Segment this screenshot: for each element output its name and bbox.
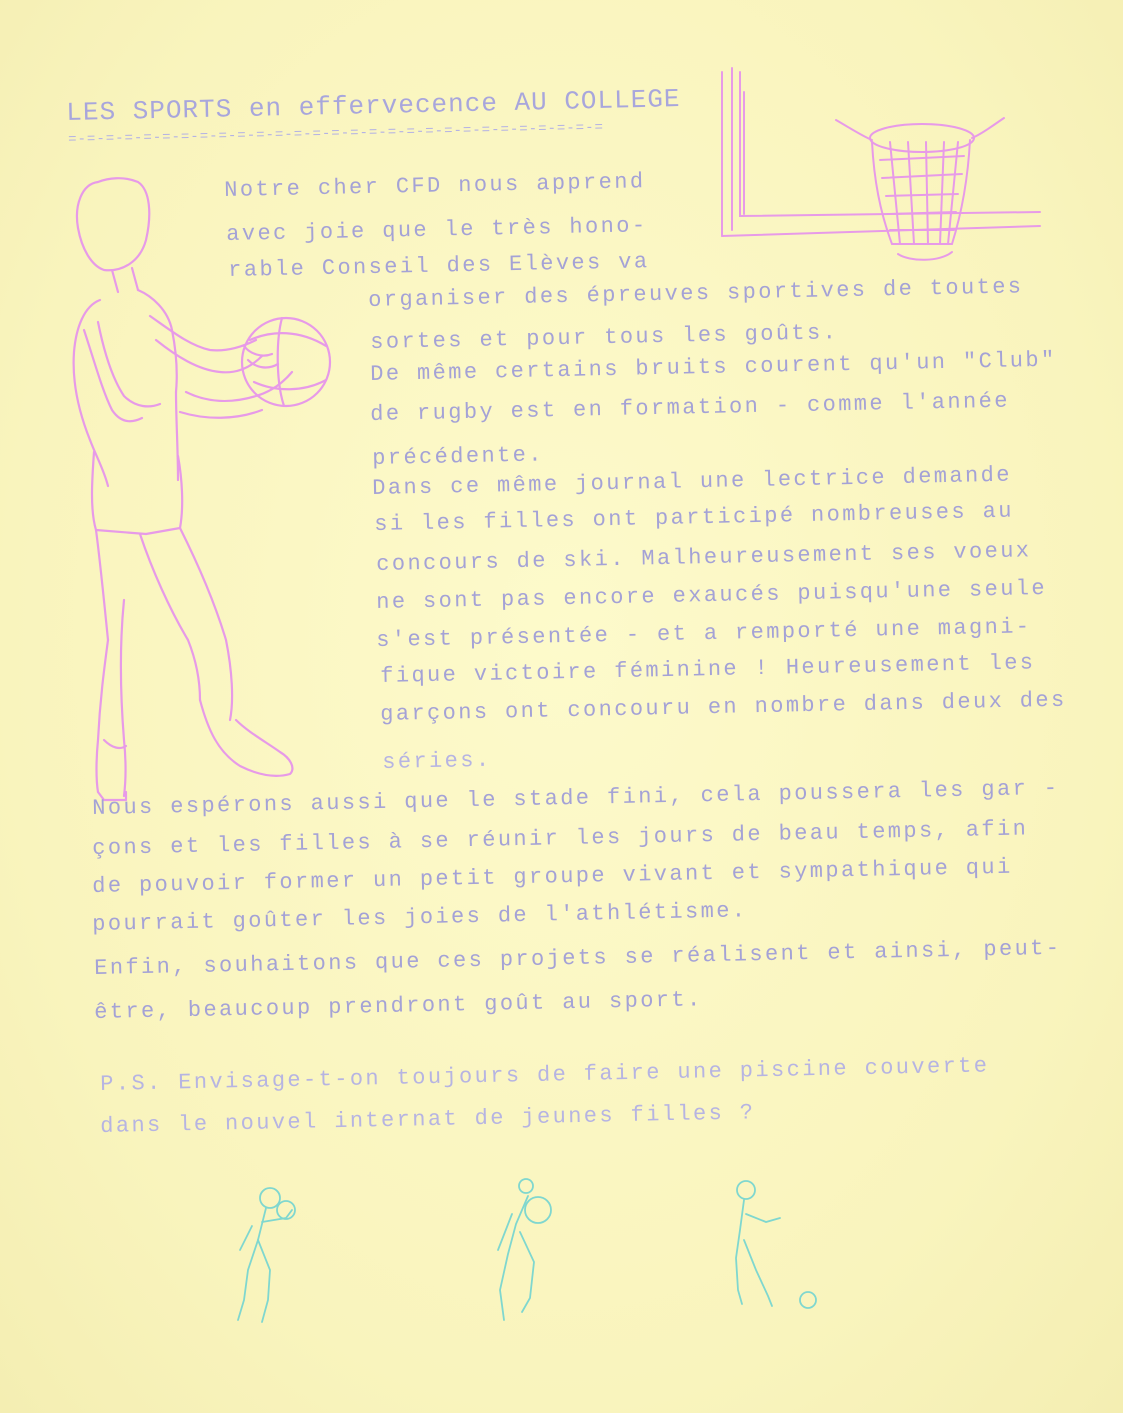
text-line: P.S. Envisage-t-on toujours de faire une piscine couverte	[100, 1053, 990, 1097]
text-line: sortes et pour tous les goûts.	[370, 320, 839, 355]
text-line: Dans ce même journal une lectrice demande	[372, 462, 1013, 501]
text-line: de rugby est en formation - comme l'année	[370, 388, 1011, 427]
text-line: pourrait goûter les joies de l'athlétisme.	[92, 898, 748, 937]
text-line: rable Conseil des Elèves va	[228, 249, 650, 283]
text-line: Notre cher CFD nous apprend	[224, 169, 646, 203]
article-title: LES SPORTS en effervecence AU COLLEGE	[66, 84, 681, 128]
small-player-3	[736, 1181, 816, 1308]
text-line: dans le nouvel internat de jeunes filles ?	[100, 1100, 756, 1139]
text-line: ne sont pas encore exaucés puisqu'une seule	[376, 575, 1048, 615]
text-line: concours de ski. Malheureusement ses voeux	[376, 538, 1032, 577]
text-line: garçons ont concouru en nombre dans deux des	[380, 687, 1067, 727]
text-line: s'est présentée - et a remporté une magni-	[376, 614, 1032, 653]
text-line: Nous espérons aussi que le stade fini, cela poussera les gar -	[92, 775, 1060, 821]
small-player-1	[238, 1188, 295, 1322]
text-line: De même certains bruits courent qu'un "Club"	[370, 347, 1057, 387]
text-line: çons et les filles à se réunir les jours de beau temps, afin	[92, 816, 1029, 861]
text-line: de pouvoir former un petit groupe vivant et sympathique qui	[92, 854, 1013, 899]
text-line: avec joie que le très hono-	[226, 213, 648, 247]
small-player-2	[498, 1179, 551, 1320]
text-line: organiser des épreuves sportives de toutes	[368, 274, 1024, 313]
basketball-hoop-drawing	[722, 68, 1040, 260]
text-line: Enfin, souhaitons que ces projets se réalisent et ainsi, peut-	[94, 935, 1062, 981]
title-rule: =-=-=-=-=-=-=-=-=-=-=-=-=-=-=-=-=-=-=-=-=-=-=-=-=-=-=-=-=	[68, 119, 605, 148]
text-line: si les filles ont participé nombreuses au	[374, 498, 1015, 537]
text-line: être, beaucoup prendront goût au sport.	[94, 987, 703, 1025]
text-line: séries.	[382, 747, 492, 775]
text-line: précédente.	[372, 442, 545, 471]
text-line: fique victoire féminine ! Heureusement les	[380, 650, 1036, 689]
